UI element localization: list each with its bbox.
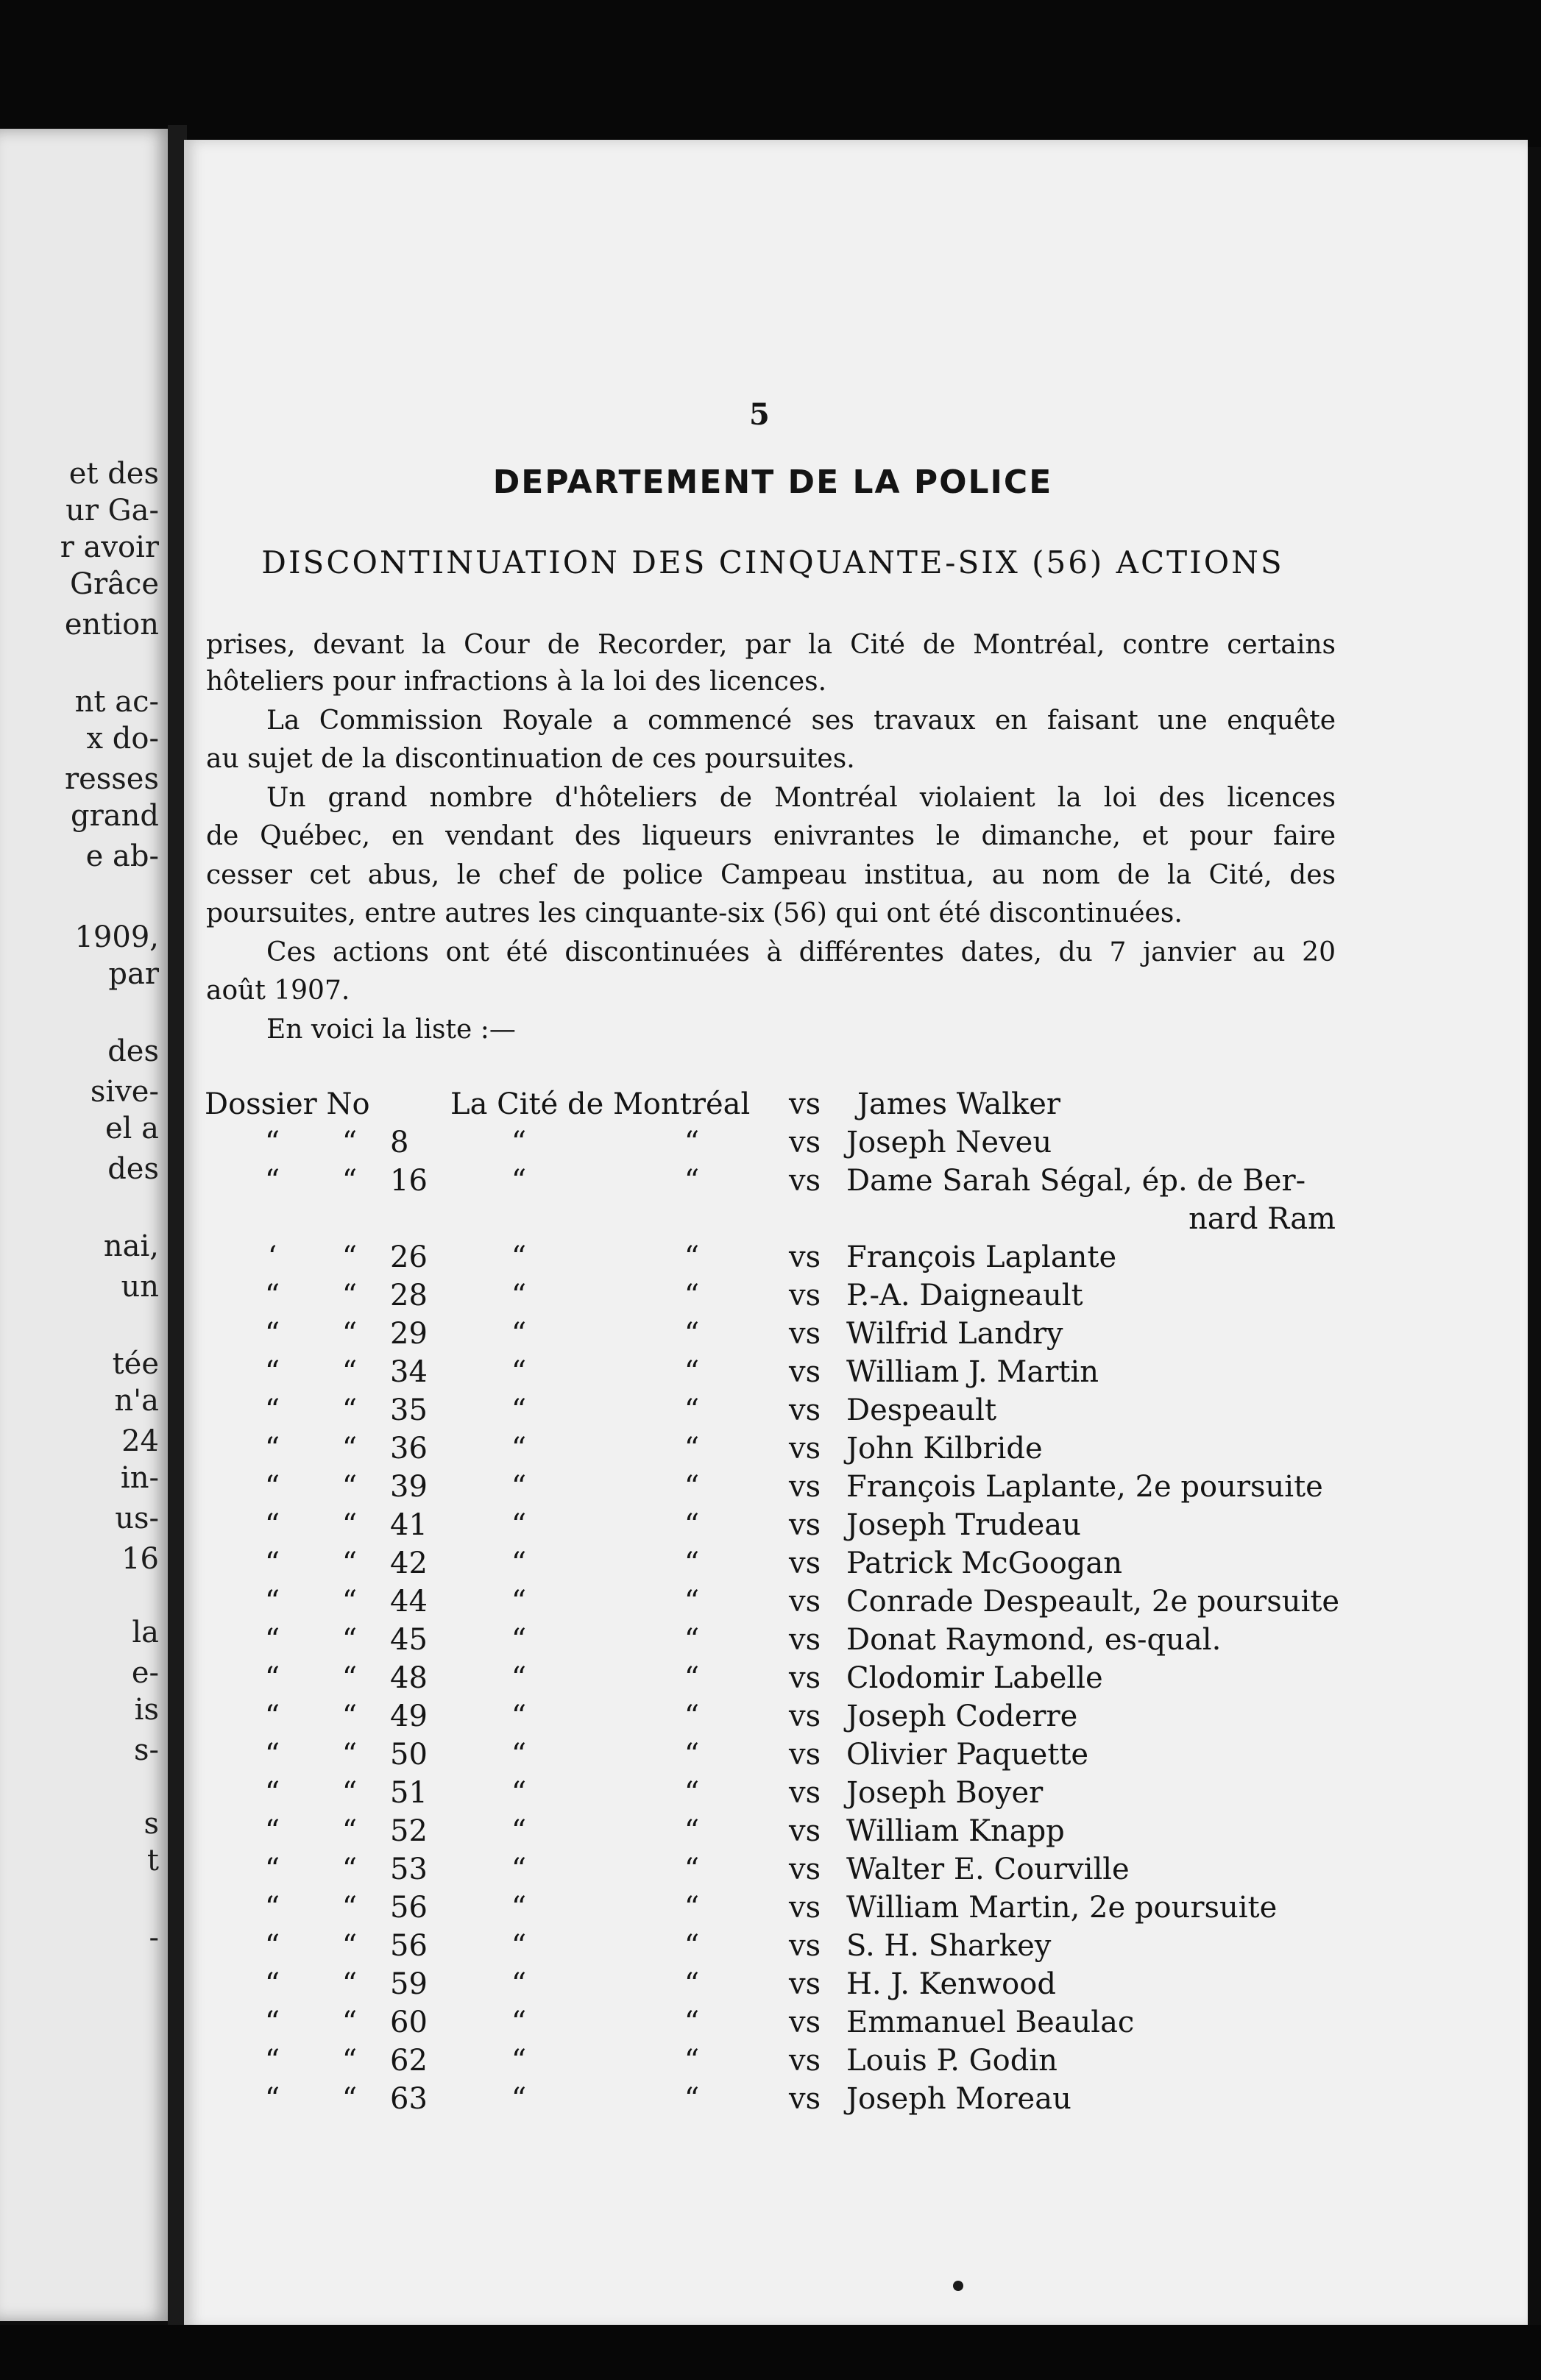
defendant-name: Emmanuel Beaulac: [846, 2006, 1135, 2039]
ditto-mark: “: [511, 1891, 527, 1925]
ditto-mark: “: [511, 1164, 527, 1198]
ditto-mark: “: [341, 1470, 358, 1504]
dossier-number: 16: [390, 1164, 428, 1198]
ditto-mark: “: [511, 1279, 527, 1312]
ditto-mark: “: [264, 1853, 280, 1886]
ditto-mark: “: [511, 1738, 527, 1772]
section-subtitle: DISCONTINUATION DES CINQUANTE-SIX (56) ACTIONS: [261, 544, 1284, 580]
ditto-mark: “: [511, 2044, 527, 2078]
dossier-number: 52: [390, 1814, 428, 1848]
left-page-fragment: nt ac-: [74, 685, 159, 719]
dossier-number: 48: [390, 1661, 428, 1695]
ditto-mark: “: [684, 1126, 700, 1159]
ditto-mark: “: [684, 1699, 700, 1733]
versus-label: vs: [789, 1661, 821, 1695]
ditto-mark: “: [264, 1623, 280, 1657]
ditto-mark: “: [341, 1279, 358, 1312]
ditto-mark: “: [264, 2082, 280, 2116]
ditto-mark: “: [341, 1240, 358, 1274]
ditto-mark: “: [684, 1623, 700, 1657]
ditto-mark: “: [264, 1891, 280, 1925]
versus-label: vs: [789, 2044, 821, 2078]
left-page-fragment: s: [144, 1807, 159, 1841]
left-page-fragment: n'a: [114, 1384, 159, 1418]
dossier-number: 56: [390, 1929, 428, 1963]
ditto-mark: “: [511, 1393, 527, 1427]
left-page-fragment: Grâce: [70, 567, 159, 601]
ditto-mark: “: [264, 2006, 280, 2039]
left-page-fragment: des: [107, 1034, 159, 1068]
left-page-fragment: ention: [64, 608, 159, 642]
ditto-mark: “: [511, 1470, 527, 1504]
dossier-number: 42: [390, 1546, 428, 1580]
ditto-mark: “: [264, 2044, 280, 2078]
ditto-mark: “: [684, 1393, 700, 1427]
ditto-mark: “: [511, 1585, 527, 1619]
ditto-mark: “: [341, 1814, 358, 1848]
page-number: 5: [749, 397, 770, 432]
ditto-mark: “: [341, 1699, 358, 1733]
ditto-mark: “: [341, 1853, 358, 1886]
versus-label: vs: [789, 1355, 821, 1389]
ditto-mark: “: [341, 1126, 358, 1159]
defendant-name: William J. Martin: [846, 1355, 1099, 1389]
dossier-number: 39: [390, 1470, 428, 1504]
defendant-name: Joseph Boyer: [846, 1776, 1044, 1810]
dossier-number: 59: [390, 1967, 428, 2001]
versus-label: vs: [789, 1317, 821, 1351]
ditto-mark: “: [341, 1929, 358, 1963]
ditto-mark: “: [684, 1967, 700, 2001]
versus-label: vs: [789, 2082, 821, 2116]
ditto-mark: “: [511, 1776, 527, 1810]
ditto-mark: “: [341, 1432, 358, 1466]
scan-bottom-border: [0, 2325, 1541, 2380]
versus-label: vs: [789, 1891, 821, 1925]
scan-top-border: [0, 0, 1541, 147]
dossier-number: 29: [390, 1317, 428, 1351]
ditto-mark: “: [264, 1776, 280, 1810]
ditto-mark: “: [264, 1699, 280, 1733]
versus-label: vs: [789, 1929, 821, 1963]
versus-label: vs: [789, 1967, 821, 2001]
versus-label: vs: [789, 1699, 821, 1733]
dossier-number: 62: [390, 2044, 428, 2078]
dossier-number: 34: [390, 1355, 428, 1389]
defendant-name: Donat Raymond, es-qual.: [846, 1623, 1222, 1657]
ditto-mark: “: [264, 1738, 280, 1772]
dossier-number: 36: [390, 1432, 428, 1466]
ditto-mark: “: [264, 1126, 280, 1159]
left-page-fragment: t: [146, 1844, 159, 1878]
body-line: août 1907.: [206, 976, 350, 1006]
body-line: En voici la liste :—: [266, 1015, 516, 1045]
defendant-name: Joseph Trudeau: [846, 1508, 1081, 1542]
ditto-mark: “: [684, 1470, 700, 1504]
ditto-mark: “: [341, 1355, 358, 1389]
versus-label: vs: [789, 1508, 821, 1542]
defendant-name: Clodomir Labelle: [846, 1661, 1103, 1695]
defendant-name: Olivier Paquette: [846, 1738, 1089, 1772]
ditto-mark: “: [511, 1240, 527, 1274]
ditto-mark: “: [264, 1393, 280, 1427]
body-line: prises, devant la Cour de Recorder, par la Cité de Montréal, contre certains: [206, 630, 1336, 660]
body-line: poursuites, entre autres les cinquante-six (56) qui ont été discontinuées.: [206, 898, 1183, 928]
ditto-mark: “: [341, 1508, 358, 1542]
ditto-mark: “: [511, 1546, 527, 1580]
ditto-mark: “: [341, 2006, 358, 2039]
dossier-number: 41: [390, 1508, 428, 1542]
versus-label: vs: [789, 2006, 821, 2039]
ditto-mark: “: [264, 1317, 280, 1351]
dossier-number: 26: [390, 1240, 428, 1274]
ditto-mark: “: [264, 1814, 280, 1848]
left-page-fragment: grand: [71, 799, 159, 833]
ditto-mark: “: [684, 1432, 700, 1466]
table-header-vs: vs: [789, 1087, 821, 1121]
body-line: Un grand nombre d'hôteliers de Montréal violaient la loi des licences: [266, 783, 1336, 813]
dossier-number: 51: [390, 1776, 428, 1810]
ditto-mark: “: [264, 1470, 280, 1504]
defendant-name: P.-A. Daigneault: [846, 1279, 1083, 1312]
ditto-mark: “: [264, 1929, 280, 1963]
ditto-mark: “: [511, 1623, 527, 1657]
versus-label: vs: [789, 1776, 821, 1810]
ditto-mark: “: [511, 1317, 527, 1351]
ditto-mark: “: [341, 2044, 358, 2078]
ditto-mark: “: [684, 1508, 700, 1542]
ditto-mark: “: [684, 1814, 700, 1848]
ditto-mark: “: [684, 2006, 700, 2039]
left-page-fragment: s-: [133, 1733, 159, 1767]
body-line: Ces actions ont été discontinuées à différentes dates, du 7 janvier au 20: [266, 937, 1336, 967]
defendant-name: Louis P. Godin: [846, 2044, 1058, 2078]
left-page-fragment: sive-: [90, 1075, 159, 1109]
ditto-mark: “: [341, 1891, 358, 1925]
ditto-mark: “: [684, 2082, 700, 2116]
ditto-mark: “: [684, 1279, 700, 1312]
ditto-mark: “: [341, 1738, 358, 1772]
versus-label: vs: [789, 1623, 821, 1657]
ditto-mark: “: [684, 1240, 700, 1274]
ditto-mark: “: [511, 1967, 527, 2001]
ditto-mark: “: [684, 1661, 700, 1695]
left-page-edge: [0, 129, 171, 2321]
ditto-mark: “: [684, 1891, 700, 1925]
ditto-mark: “: [511, 1929, 527, 1963]
defendant-name: William Martin, 2e poursuite: [846, 1891, 1278, 1925]
ditto-mark: “: [264, 1585, 280, 1619]
defendant-name: Joseph Neveu: [846, 1126, 1052, 1159]
versus-label: vs: [789, 1470, 821, 1504]
body-line: de Québec, en vendant des liqueurs enivrantes le dimanche, et pour faire: [206, 821, 1336, 851]
versus-label: vs: [789, 1585, 821, 1619]
ditto-mark: “: [341, 1623, 358, 1657]
table-header-name: James Walker: [857, 1087, 1061, 1121]
versus-label: vs: [789, 1164, 821, 1198]
left-page-fragment: x do-: [86, 722, 159, 756]
defendant-name: Dame Sarah Ségal, ép. de Ber-: [846, 1164, 1306, 1198]
ditto-mark: “: [264, 1355, 280, 1389]
ditto-mark: “: [341, 1967, 358, 2001]
left-page-fragment: in-: [120, 1461, 159, 1495]
defendant-name: Joseph Moreau: [846, 2082, 1071, 2116]
left-page-fragment: e ab-: [85, 839, 159, 873]
defendant-name: Wilfrid Landry: [846, 1317, 1063, 1351]
left-page-fragment: e-: [131, 1656, 159, 1690]
defendant-name: Joseph Coderre: [846, 1699, 1078, 1733]
ditto-mark: ‘: [267, 1240, 277, 1274]
ditto-mark: “: [511, 2082, 527, 2116]
ditto-mark: “: [341, 1317, 358, 1351]
left-page-fragment: resses: [64, 762, 159, 796]
body-line: hôteliers pour infractions à la loi des licences.: [206, 667, 827, 697]
defendant-name: Despeault: [846, 1393, 997, 1427]
left-page-fragment: tée: [112, 1347, 159, 1381]
ink-dot: [953, 2281, 963, 2291]
dossier-number: 60: [390, 2006, 428, 2039]
dossier-number: 63: [390, 2082, 428, 2116]
defendant-name: François Laplante, 2e poursuite: [846, 1470, 1323, 1504]
ditto-mark: “: [264, 1279, 280, 1312]
ditto-mark: “: [684, 1738, 700, 1772]
left-page-fragment: 24: [121, 1424, 159, 1458]
defendant-name: John Kilbride: [846, 1432, 1043, 1466]
versus-label: vs: [789, 1279, 821, 1312]
ditto-mark: “: [264, 1546, 280, 1580]
dossier-number: 35: [390, 1393, 428, 1427]
ditto-mark: “: [341, 1661, 358, 1695]
ditto-mark: “: [511, 1432, 527, 1466]
ditto-mark: “: [684, 1929, 700, 1963]
ditto-mark: “: [511, 1661, 527, 1695]
defendant-name: François Laplante: [846, 1240, 1117, 1274]
left-page-fragment: -: [149, 1921, 159, 1955]
ditto-mark: “: [684, 1355, 700, 1389]
ditto-mark: “: [264, 1967, 280, 2001]
left-page-fragment: par: [108, 957, 159, 991]
ditto-mark: “: [341, 1393, 358, 1427]
defendant-name-continuation: nard Ram: [1188, 1202, 1336, 1236]
left-page-fragment: 16: [121, 1542, 159, 1576]
left-page-fragment: el a: [104, 1112, 159, 1145]
ditto-mark: “: [264, 1661, 280, 1695]
versus-label: vs: [789, 1432, 821, 1466]
body-line: La Commission Royale a commencé ses travaux en faisant une enquête: [266, 706, 1336, 736]
left-page-fragment: r avoir: [60, 530, 159, 564]
table-header-cite: La Cité de Montréal: [450, 1087, 751, 1121]
versus-label: vs: [789, 1738, 821, 1772]
defendant-name: Conrade Despeault, 2e poursuite: [846, 1585, 1340, 1619]
versus-label: vs: [789, 1546, 821, 1580]
versus-label: vs: [789, 1240, 821, 1274]
ditto-mark: “: [341, 1546, 358, 1580]
dossier-number: 50: [390, 1738, 428, 1772]
table-header-dossier: Dossier No: [205, 1087, 370, 1121]
ditto-mark: “: [341, 1585, 358, 1619]
ditto-mark: “: [341, 1776, 358, 1810]
ditto-mark: “: [341, 2082, 358, 2116]
left-page-fragment: un: [121, 1270, 159, 1304]
ditto-mark: “: [511, 1355, 527, 1389]
left-page-fragment: la: [132, 1616, 159, 1649]
ditto-mark: “: [264, 1508, 280, 1542]
ditto-mark: “: [511, 1508, 527, 1542]
ditto-mark: “: [684, 1164, 700, 1198]
dossier-number: 53: [390, 1853, 428, 1886]
left-page-fragment: nai,: [103, 1229, 159, 1263]
dossier-number: 49: [390, 1699, 428, 1733]
defendant-name: S. H. Sharkey: [846, 1929, 1052, 1963]
left-page-fragment: et des: [68, 457, 159, 491]
ditto-mark: “: [684, 1853, 700, 1886]
department-title: DEPARTEMENT DE LA POLICE: [492, 463, 1053, 501]
ditto-mark: “: [264, 1432, 280, 1466]
ditto-mark: “: [684, 1585, 700, 1619]
ditto-mark: “: [684, 1317, 700, 1351]
defendant-name: Patrick McGoogan: [846, 1546, 1122, 1580]
ditto-mark: “: [341, 1164, 358, 1198]
defendant-name: Walter E. Courville: [846, 1853, 1130, 1886]
ditto-mark: “: [511, 2006, 527, 2039]
ditto-mark: “: [511, 1814, 527, 1848]
left-page-fragment: ur Ga-: [65, 494, 159, 527]
versus-label: vs: [789, 1126, 821, 1159]
left-page-fragment: us-: [115, 1502, 159, 1535]
ditto-mark: “: [511, 1699, 527, 1733]
ditto-mark: “: [264, 1164, 280, 1198]
left-page-fragment: 1909,: [74, 920, 159, 954]
body-line: au sujet de la discontinuation de ces poursuites.: [206, 744, 855, 774]
ditto-mark: “: [684, 2044, 700, 2078]
dossier-number: 28: [390, 1279, 428, 1312]
left-page-fragment: des: [107, 1152, 159, 1186]
dossier-number: 44: [390, 1585, 428, 1619]
dossier-number: 56: [390, 1891, 428, 1925]
versus-label: vs: [789, 1853, 821, 1886]
versus-label: vs: [789, 1393, 821, 1427]
dossier-number: 8: [390, 1126, 409, 1159]
body-line: cesser cet abus, le chef de police Campeau institua, au nom de la Cité, des: [206, 860, 1336, 890]
defendant-name: H. J. Kenwood: [846, 1967, 1056, 2001]
dossier-number: 45: [390, 1623, 428, 1657]
ditto-mark: “: [511, 1126, 527, 1159]
left-page-fragment: is: [134, 1693, 159, 1727]
versus-label: vs: [789, 1814, 821, 1848]
defendant-name: William Knapp: [846, 1814, 1065, 1848]
ditto-mark: “: [684, 1776, 700, 1810]
ditto-mark: “: [511, 1853, 527, 1886]
ditto-mark: “: [684, 1546, 700, 1580]
